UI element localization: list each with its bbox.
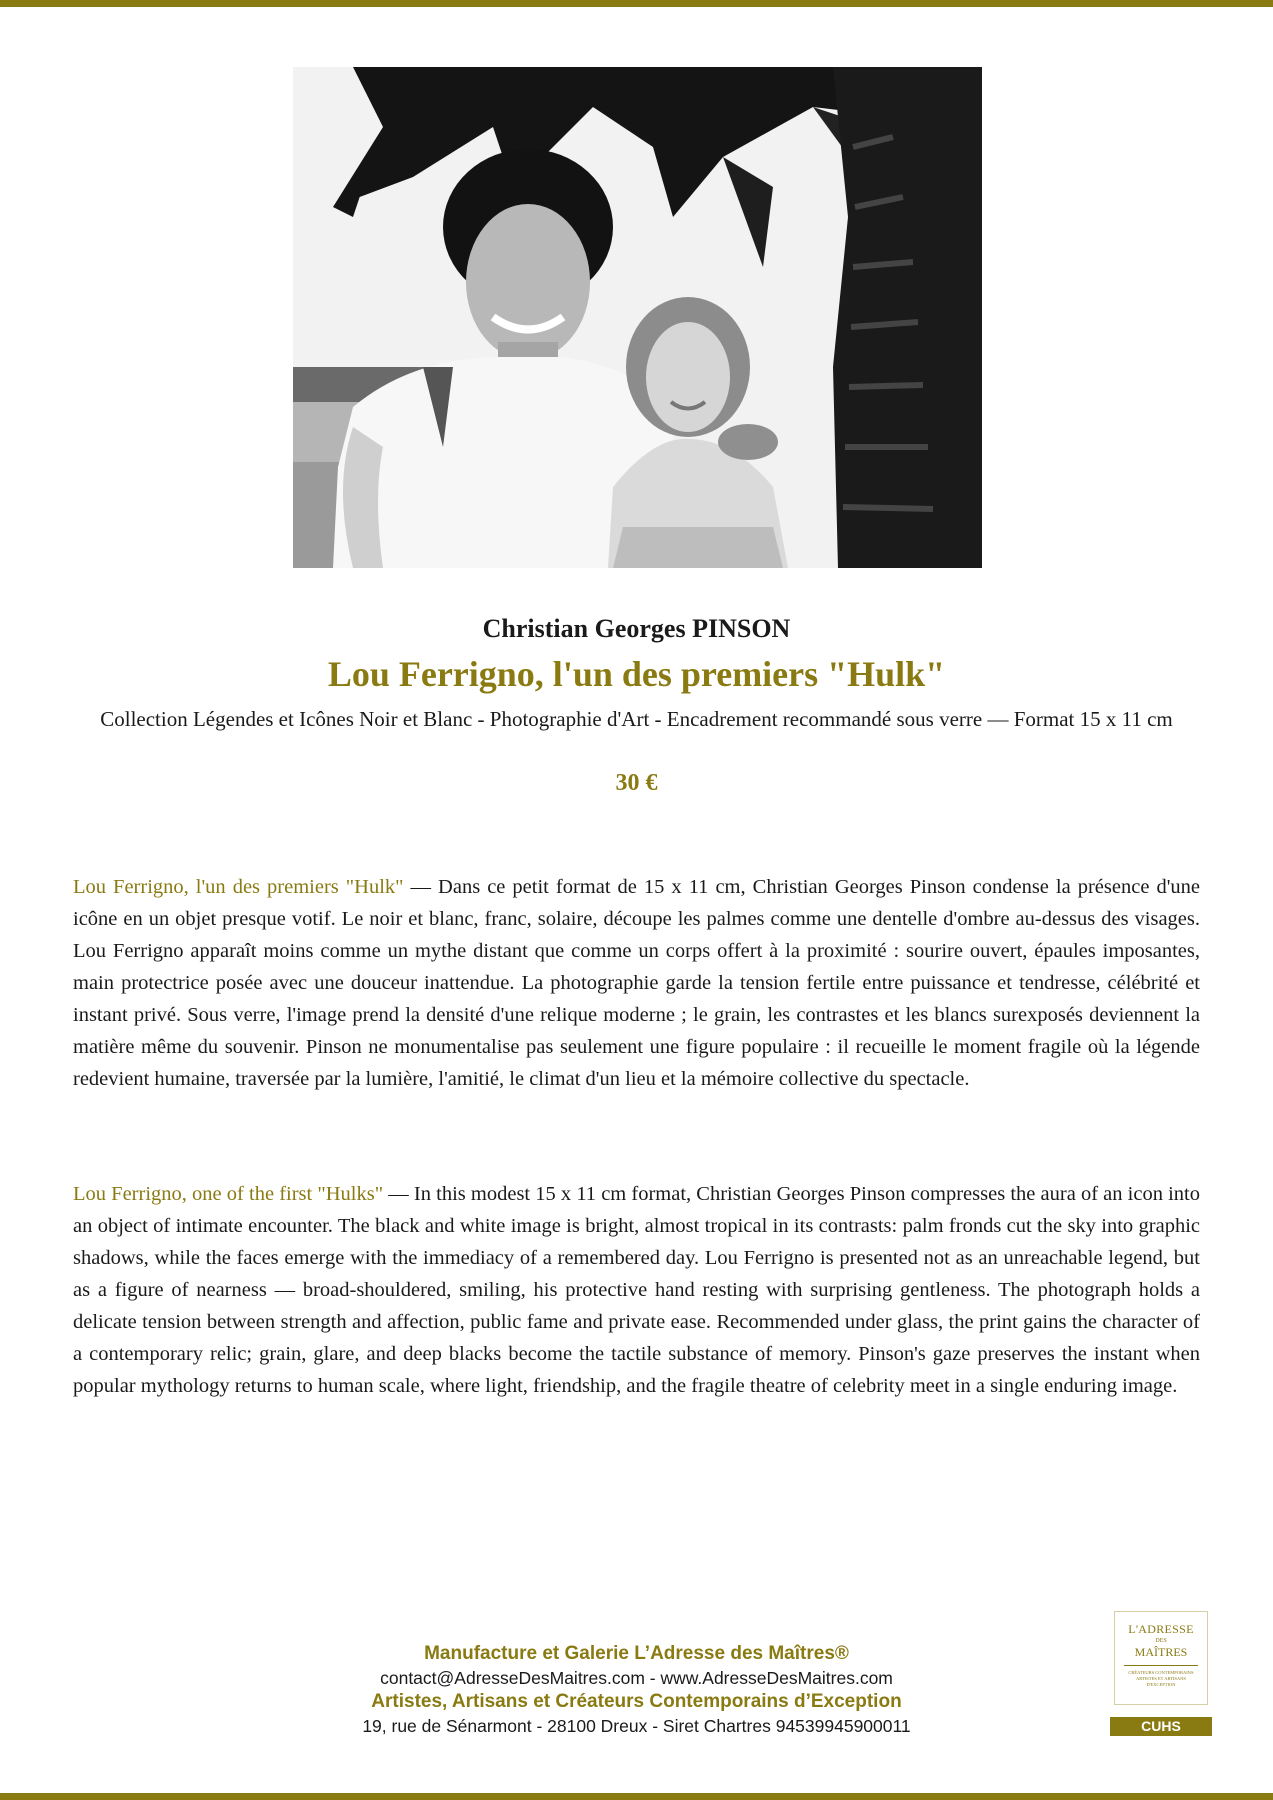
footer [250, 1642, 1023, 1738]
description-fr [73, 871, 1200, 1095]
artist-name: Christian Georges PINSON [482, 614, 791, 643]
description-fr-lead: Lou Ferrigno, l'un des premiers "Hulk" [73, 876, 404, 898]
logo-line-4: CRÉATEURS CONTEMPORAINS ARTISTES ET ARTISANS D'EXCEPTION [1128, 1670, 1194, 1687]
description-fr-text: — Dans ce petit format de 15 x 11 cm, Christian Georges Pinson condense la présence d'une icône en un objet presque votif. Le noir et blanc, franc, solaire, découpe les palmes comme une dentelle d'ombre au-dessus des visages. Lou Ferrigno apparaît moins comme un mythe distant que comme un corps offert à la proximité : sourire ouvert, épaules imposantes, main protectrice posée avec une douceur inattendue. La photographie garde la tension fertile entre puissance et tendresse, célébrité et instant privé. Sous verre, l'image prend la densité d'une relique moderne ; le grain, les contrastes et les blancs surexposés deviennent la matière même du souvenir. Pinson ne monumentalise pas seulement une figure populaire : il recueille le moment fragile où la légende redevient humaine, traversée par la lumière, l'amitié, le climat d'un lieu et la mémoire collective du spectacle. [73, 876, 1200, 1090]
artwork-price: 30 € [615, 770, 658, 796]
logo-line-2: DES [1155, 1638, 1167, 1644]
description-en-lead: Lou Ferrigno, one of the first "Hulks" [73, 1183, 384, 1205]
footer-tagline: Artistes, Artisans et Créateurs Contemporains d’Exception [371, 1691, 902, 1712]
logo-line-3: MAÎTRES [1134, 1645, 1188, 1659]
photo-illustration [293, 67, 982, 568]
description-en [73, 1178, 1200, 1402]
gallery-logo [1114, 1611, 1208, 1705]
footer-address: 19, rue de Sénarmont - 28100 Dreux - Siret Chartres 94539945900011 [362, 1716, 911, 1736]
artwork-subtitle: Collection Légendes et Icônes Noir et Blanc - Photographie d'Art - Encadrement recommandé sous verre — Format 15 x 11 cm [100, 707, 1173, 731]
artwork-photo [293, 67, 982, 568]
logo-line-1: L'ADRESSE [1128, 1622, 1194, 1636]
artwork-title: Lou Ferrigno, l'un des premiers "Hulk" [327, 654, 946, 694]
description-en-text: — In this modest 15 x 11 cm format, Christian Georges Pinson compresses the aura of an icon into an object of intimate encounter. The black and white image is bright, almost tropical in its contrasts: palm fronds cut the sky into graphic shadows, while the faces emerge with the immediacy of a remembered day. Lou Ferrigno is presented not as an unreachable legend, but as a figure of nearness — broad-shouldered, smiling, his protective hand resting with surprising gentleness. The photograph holds a delicate tension between strength and affection, public fame and private ease. Recommended under glass, the print gains the character of a contemporary relic; grain, glare, and deep blacks become the tactile substance of memory. Pinson's gaze preserves the instant when popular mythology returns to human scale, where light, friendship, and the fragile theatre of celebrity meet in a single enduring image. [73, 1183, 1201, 1397]
logo-badge: CUHS [1110, 1717, 1212, 1736]
footer-gallery-name: Manufacture et Galerie L’Adresse des Maîtres® [424, 1643, 849, 1664]
bottom-accent-bar [0, 1793, 1273, 1800]
logo-divider [1124, 1665, 1198, 1666]
footer-contact[interactable]: contact@AdresseDesMaitres.com - www.AdresseDesMaitres.com [380, 1668, 893, 1688]
top-accent-bar [0, 0, 1273, 7]
